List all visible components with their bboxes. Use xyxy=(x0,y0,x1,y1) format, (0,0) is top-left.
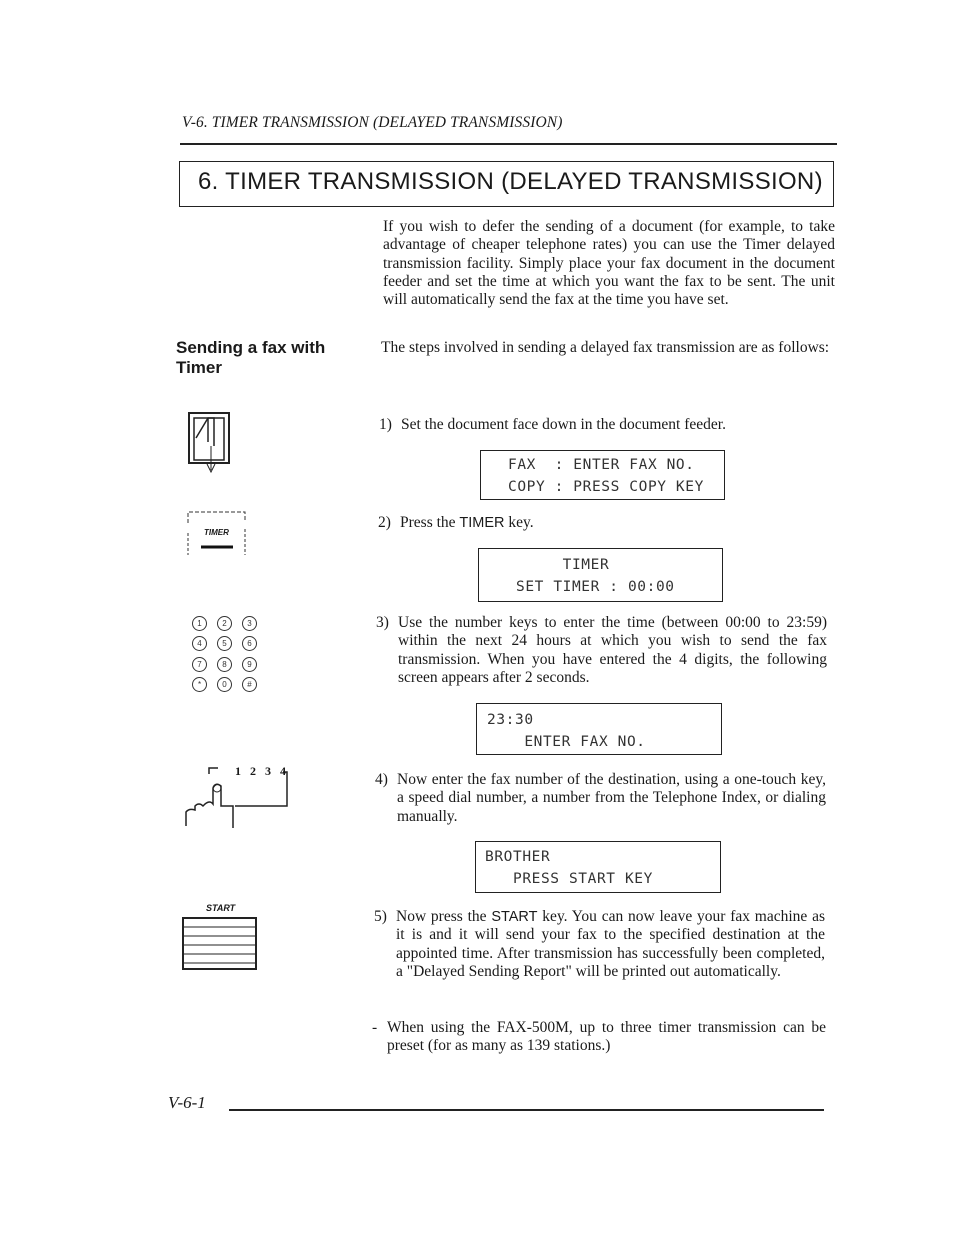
header-rule xyxy=(180,143,837,145)
start-key-name: START xyxy=(491,909,538,925)
one-touch-key-icon xyxy=(183,764,293,832)
note-text: When using the FAX-500M, up to three timer transmission can be preset (for as many as 139 stations.) xyxy=(387,1019,826,1055)
one-touch-digits: 1 2 3 4 xyxy=(235,764,289,778)
step-3 xyxy=(376,614,827,687)
intro-paragraph: If you wish to defer the sending of a document (for example, to take advantage of cheaper telephone rates) you can use the Timer delayed transmission facility. Simply place your fax document in the document feeder and set the time at which you want the fax to be sent. The unit will automatically send the fax at the time you have set. xyxy=(383,218,835,309)
lcd-line: TIMER xyxy=(516,557,610,573)
numpad-key-hash: # xyxy=(242,677,257,692)
step-text: key. You can now leave your fax machine as it is and it will send your fax to the specified destination at the appointed time. After transmission has successfully been completed, a "Delayed Sending Report" will be printed out automatically. xyxy=(396,908,825,980)
step-4 xyxy=(375,771,826,826)
running-head: V-6. TIMER TRANSMISSION (DELAYED TRANSMISSION) xyxy=(182,114,563,131)
numpad-key-9: 9 xyxy=(242,657,257,672)
page-title: 6. TIMER TRANSMISSION (DELAYED TRANSMISSION) xyxy=(198,168,823,195)
document-feeder-icon xyxy=(186,410,234,476)
step-text: Press the xyxy=(400,514,460,531)
numpad-key-star: * xyxy=(192,677,207,692)
lcd-line: 23:30 xyxy=(487,712,534,728)
lcd-display-1 xyxy=(480,450,725,500)
lcd-line: ENTER FAX NO. xyxy=(487,734,646,750)
lcd-line: FAX : ENTER FAX NO. xyxy=(508,457,695,473)
numpad-key-5: 5 xyxy=(217,636,232,651)
step-1 xyxy=(379,416,831,434)
lcd-line: BROTHER xyxy=(485,849,551,865)
lcd-display-2 xyxy=(478,548,723,602)
step-text: Now enter the fax number of the destination, using a one-touch key, a speed dial number, a number from the Telephone Index, or dialing manually. xyxy=(397,771,826,825)
step-text: Now press the xyxy=(396,908,492,925)
start-key-label: START xyxy=(206,903,236,913)
lcd-line: PRESS START KEY xyxy=(485,871,653,887)
step-number: 3) xyxy=(376,614,389,631)
numpad-key-8: 8 xyxy=(217,657,232,672)
step-2 xyxy=(378,514,830,532)
numpad-key-3: 3 xyxy=(242,616,257,631)
footer-rule xyxy=(229,1109,824,1111)
section-title-box xyxy=(179,161,834,207)
lcd-display-4 xyxy=(475,841,721,893)
step-text: Use the number keys to enter the time (between 00:00 to 23:59) within the next 24 hours at which you wish to send the fax transmission. When you have entered the 4 digits, the following screen appears after 2 seconds. xyxy=(398,614,827,686)
note xyxy=(372,1019,826,1056)
step-number: 5) xyxy=(374,908,387,925)
timer-key-name: TIMER xyxy=(459,515,505,531)
numpad-key-4: 4 xyxy=(192,636,207,651)
numpad-key-6: 6 xyxy=(242,636,257,651)
lcd-display-3 xyxy=(476,703,722,755)
side-heading: Sending a fax with Timer xyxy=(176,338,326,377)
steps-intro: The steps involved in sending a delayed fax transmission are as follows: xyxy=(381,339,830,356)
step-number: 4) xyxy=(375,771,388,788)
numpad-key-7: 7 xyxy=(192,657,207,672)
page-number: V-6-1 xyxy=(168,1093,206,1112)
numpad-key-2: 2 xyxy=(217,616,232,631)
lcd-line: SET TIMER : 00:00 xyxy=(516,579,675,595)
numpad-icon xyxy=(188,614,270,696)
step-number: 1) xyxy=(379,416,392,433)
note-bullet: - xyxy=(372,1019,378,1036)
lcd-line: COPY : PRESS COPY KEY xyxy=(508,479,704,495)
timer-key-icon xyxy=(187,511,249,555)
step-text: key. xyxy=(504,514,534,531)
step-5 xyxy=(374,908,825,981)
numpad-key-1: 1 xyxy=(192,616,207,631)
numpad-key-0: 0 xyxy=(217,677,232,692)
start-key-icon xyxy=(182,903,258,971)
step-text: Set the document face down in the document feeder. xyxy=(401,416,726,433)
timer-key-label: TIMER xyxy=(204,528,229,537)
step-number: 2) xyxy=(378,514,391,531)
